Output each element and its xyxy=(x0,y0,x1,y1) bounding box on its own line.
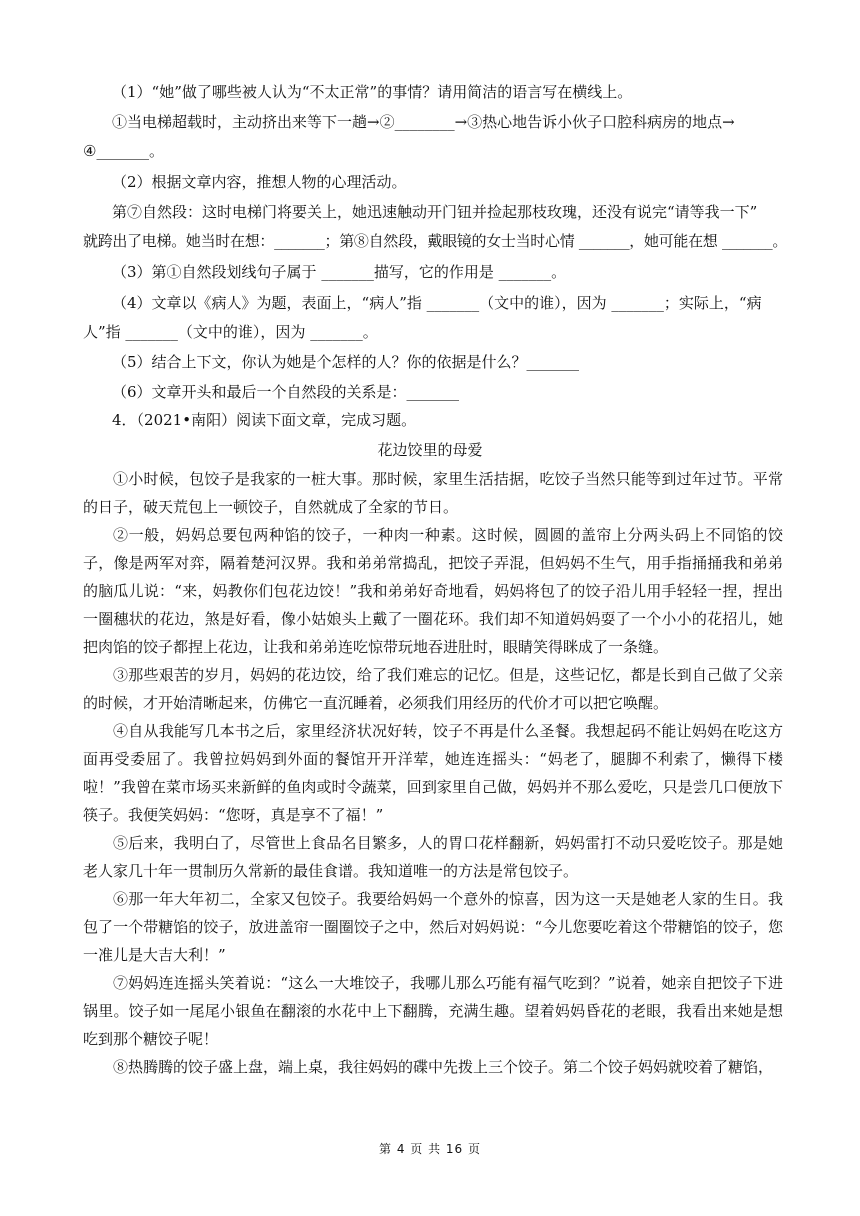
paragraph-2: ②一般，妈妈总要包两种馅的饺子，一种肉一种素。这时候，圆圆的盖帘上分两头码上不同馅的饺子，像是两军对弈，隔着楚河汉界。我和弟弟常捣乱，把饺子弄混，但妈妈不生气，用手指捅捅我和弟弟的脑瓜儿说：“来，妈教你们包花边饺！”我和弟弟好奇地看，妈妈将包了的饺子沿儿用手轻轻一捏，捏出一圈穗状的花边，煞是好看，像小姑娘头上戴了一圈花环。我们却不知道妈妈耍了一个小小的花招儿，她把肉馅的饺子都捏上花边，让我和弟弟连吃惊带玩地吞进肚时，眼睛笑得眯成了一条缝。 xyxy=(83,526,783,656)
question-1-line-2: ④_______。 xyxy=(83,142,164,160)
question-2-line-2: 就跨出了电梯。她当时在想：_______；第⑧自然段，戴眼镜的女士当时心情 _______，她可能在想 _______。 xyxy=(83,232,788,250)
paragraph-6: ⑥那一年大年初二，全家又包饺子。我要给妈妈一个意外的惊喜，因为这一天是她老人家的生日。我包了一个带糖馅的饺子，放进盖帘一圈圈饺子之中，然后对妈妈说：“今儿您要吃着这个带糖馅的饺子，您一准儿是大吉大利！” xyxy=(83,890,783,964)
question-6: （6）文章开头和最后一个自然段的关系是：_______ xyxy=(112,383,460,401)
article-title: 花边饺里的母爱 xyxy=(377,441,483,459)
paragraph-5: ⑤后来，我明白了，尽管世上食品名目繁多，人的胃口花样翻新，妈妈雷打不动只爱吃饺子。那是她老人家几十年一贯制历久常新的最佳食谱。我知道唯一的方法是常包饺子。 xyxy=(83,834,783,880)
paragraph-8: ⑧热腾腾的饺子盛上盘，端上桌，我往妈妈的碟中先拨上三个饺子。第二个饺子妈妈就咬着了糖馅， xyxy=(113,1058,774,1076)
question-1-line-1: ①当电梯超载时，主动挤出来等下一趟→②________→③热心地告诉小伙子口腔科病房的地点→ xyxy=(112,113,735,131)
question-2-line-1: 第⑦自然段：这时电梯门将要关上，她迅速触动开门钮并捡起那枝玫瑰，还没有说完“请等我一下” xyxy=(112,203,758,221)
question-3: （3）第①自然段划线句子属于 _______描写，它的作用是 _______。 xyxy=(112,263,567,281)
paragraph-3: ③那些艰苦的岁月，妈妈的花边饺，给了我们难忘的记忆。但是，这些记忆，都是长到自己做了父亲的时候，才开始清晰起来，仿佛它一直沉睡着，必须我们用经历的代价才可以把它唤醒。 xyxy=(83,666,783,712)
page-footer: 第 4 页 共 16 页 xyxy=(379,1142,481,1156)
paragraph-4: ④自从我能写几本书之后，家里经济状况好转，饺子不再是什么圣餐。我想起码不能让妈妈在吃这方面再受委屈了。我曾拉妈妈到外面的餐馆开开洋荤，她连连摇头：“妈老了，腿脚不利索了，懒得下楼啦！”我曾在菜市场买来新鲜的鱼肉或时令蔬菜，回到家里自己做，妈妈并不那么爱吃，只是尝几口便放下筷子。我便笑妈妈：“您呀，真是享不了福！” xyxy=(83,722,783,824)
section-4-header: 4．（2021•南阳）阅读下面文章，完成习题。 xyxy=(112,411,417,429)
question-4-line-2: 人”指 _______（文中的谁），因为 _______。 xyxy=(83,323,378,341)
question-5: （5）结合上下文，你认为她是个怎样的人？你的依据是什么？_______ xyxy=(112,353,580,371)
question-4-line-1: （4）文章以《病人》为题，表面上，“病人”指 _______（文中的谁），因为 _______；实际上，“病 xyxy=(112,294,762,312)
article-body xyxy=(83,465,783,1081)
question-2: （2）根据文章内容，推想人物的心理活动。 xyxy=(112,173,407,191)
paragraph-1: ①小时候，包饺子是我家的一桩大事。那时候，家里生活拮据，吃饺子当然只能等到过年过节。平常的日子，破天荒包上一顿饺子，自然就成了全家的节日。 xyxy=(83,470,783,516)
question-1: （1）“她”做了哪些被人认为“不太正常”的事情？请用简洁的语言写在横线上。 xyxy=(112,83,633,101)
paragraph-7: ⑦妈妈连连摇头笑着说：“这么一大堆饺子，我哪儿那么巧能有福气吃到？”说着，她亲自把饺子下进锅里。饺子如一尾尾小银鱼在翻滚的水花中上下翻腾，充满生趣。望着妈妈昏花的老眼，我看出来她是想吃到那个糖饺子呢！ xyxy=(83,974,783,1048)
